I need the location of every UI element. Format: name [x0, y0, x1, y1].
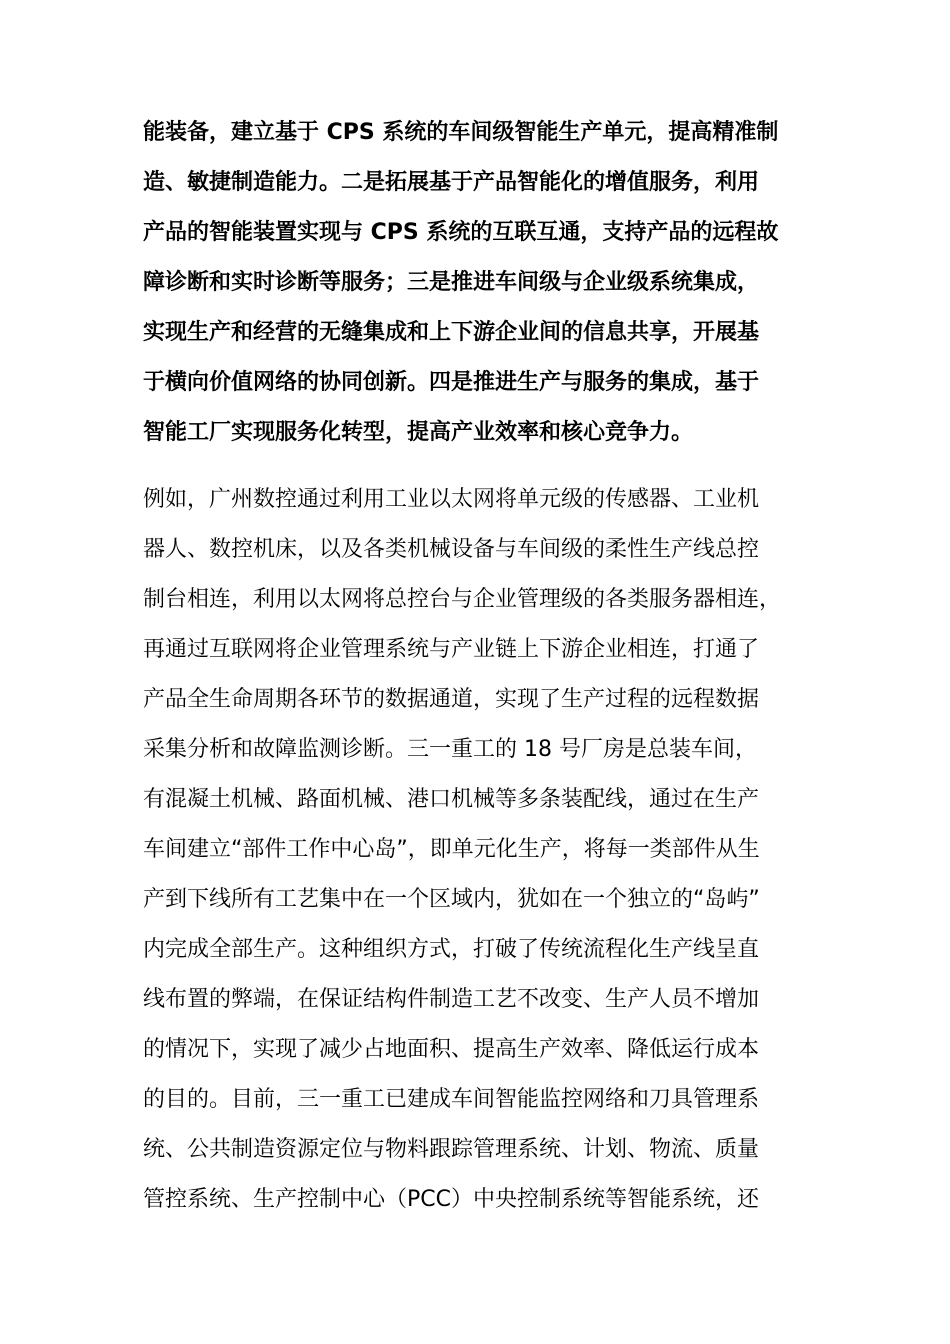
paragraph-line: 有混凝土机械、路面机械、港口机械等多条装配线，通过在生产	[143, 787, 760, 812]
paragraph-line: 产品的智能装置实现与 CPS 系统的互联互通，支持产品的远程故	[143, 220, 779, 245]
paragraph-line: 的目的。目前，三一重工已建成车间智能监控网络和刀具管理系	[143, 1087, 760, 1112]
paragraph-line: 线布置的弊端，在保证结构件制造工艺不改变、生产人员不增加	[143, 987, 760, 1012]
paragraph-line: 器人、数控机床，以及各类机械设备与车间级的柔性生产线总控	[143, 537, 760, 562]
paragraph-line: 障诊断和实时诊断等服务；三是推进车间级与企业级系统集成，	[143, 270, 760, 295]
paragraph-line: 管控系统、生产控制中心（PCC）中央控制系统等智能系统，还	[143, 1187, 759, 1212]
paragraph-line: 再通过互联网将企业管理系统与产业链上下游企业相连，打通了	[143, 637, 760, 662]
paragraph-line: 能装备，建立基于 CPS 系统的车间级智能生产单元，提高精准制	[143, 120, 779, 145]
paragraph-bold	[143, 108, 810, 458]
paragraph-line: 统、公共制造资源定位与物料跟踪管理系统、计划、物流、质量	[143, 1137, 760, 1162]
paragraph-line: 造、敏捷制造能力。二是拓展基于产品智能化的增值服务，利用	[143, 170, 760, 195]
paragraph-line: 的情况下，实现了减少占地面积、提高生产效率、降低运行成本	[143, 1037, 760, 1062]
paragraph-line: 于横向价值网络的协同创新。四是推进生产与服务的集成，基于	[143, 370, 760, 395]
paragraph-line: 例如，广州数控通过利用工业以太网将单元级的传感器、工业机	[143, 487, 760, 512]
paragraph-example	[143, 475, 810, 1225]
paragraph-line: 实现生产和经营的无缝集成和上下游企业间的信息共享，开展基	[143, 320, 760, 345]
paragraph-line: 智能工厂实现服务化转型，提高产业效率和核心竞争力。	[143, 420, 694, 445]
paragraph-line: 内完成全部生产。这种组织方式，打破了传统流程化生产线呈直	[143, 937, 760, 962]
paragraph-line: 采集分析和故障监测诊断。三一重工的 18 号厂房是总装车间，	[143, 737, 757, 762]
paragraph-line: 产品全生命周期各环节的数据通道，实现了生产过程的远程数据	[143, 687, 760, 712]
paragraph-line: 制台相连，利用以太网将总控台与企业管理级的各类服务器相连，	[143, 587, 782, 612]
paragraph-line: 车间建立“部件工作中心岛”，即单元化生产，将每一类部件从生	[143, 837, 760, 862]
paragraph-line: 产到下线所有工艺集中在一个区域内，犹如在一个独立的“岛屿”	[143, 887, 760, 912]
